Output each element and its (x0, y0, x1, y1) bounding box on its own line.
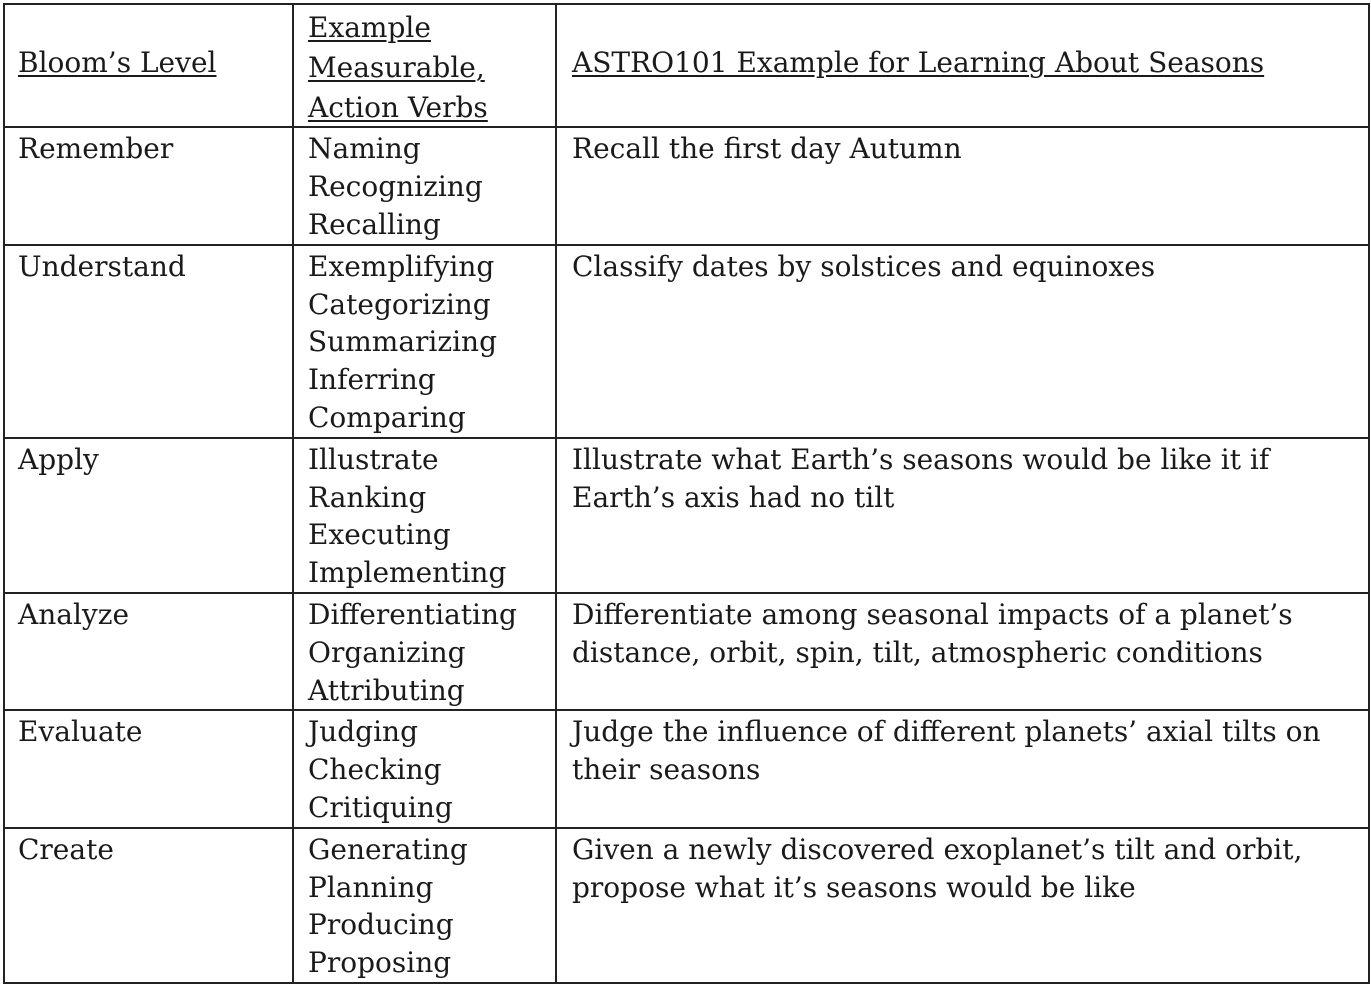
verb: Comparing (308, 400, 466, 434)
verbs-cell (293, 245, 556, 438)
header-verbs-line: Measurable, (308, 50, 485, 84)
level-cell: Create (4, 828, 293, 983)
header-blooms-level: Bloom’s Level (4, 4, 293, 127)
verb: Generating (308, 832, 468, 866)
verb: Planning (308, 870, 434, 904)
verb: Naming (308, 132, 421, 166)
verb: Recalling (308, 207, 441, 241)
table-header-row (4, 4, 1369, 127)
verbs-cell (293, 127, 556, 244)
verb: Checking (308, 753, 442, 787)
verb: Proposing (308, 946, 452, 980)
verb: Ranking (308, 480, 427, 514)
example-cell: Recall the first day Autumn (556, 127, 1369, 244)
table-row (4, 593, 1369, 710)
verb: Recognizing (308, 170, 483, 204)
level-cell: Apply (4, 438, 293, 593)
verb: Judging (308, 715, 419, 749)
verb: Producing (308, 908, 454, 942)
verb: Organizing (308, 635, 466, 669)
example-cell: Judge the influence of different planets’ axial tilts on their seasons (556, 710, 1369, 827)
example-cell: Given a newly discovered exoplanet’s tilt and orbit, propose what it’s seasons would be like (556, 828, 1369, 983)
verb: Exemplifying (308, 249, 495, 283)
example-cell: Illustrate what Earth’s seasons would be like it if Earth’s axis had no tilt (556, 438, 1369, 593)
table-row (4, 438, 1369, 593)
verb: Summarizing (308, 325, 498, 359)
blooms-taxonomy-table (3, 3, 1370, 984)
level-cell: Remember (4, 127, 293, 244)
header-verbs-line: Action Verbs (308, 90, 488, 124)
level-cell: Understand (4, 245, 293, 438)
table-row (4, 127, 1369, 244)
header-action-verbs (293, 4, 556, 127)
table-row (4, 245, 1369, 438)
verb: Attributing (308, 673, 465, 707)
verbs-cell (293, 593, 556, 710)
example-cell: Classify dates by solstices and equinoxes (556, 245, 1369, 438)
level-cell: Evaluate (4, 710, 293, 827)
verbs-cell (293, 438, 556, 593)
verbs-cell (293, 828, 556, 983)
verb: Differentiating (308, 597, 517, 631)
verb: Executing (308, 518, 451, 552)
verb: Inferring (308, 363, 436, 397)
verbs-cell (293, 710, 556, 827)
verb: Implementing (308, 556, 507, 590)
table-row (4, 828, 1369, 983)
verb: Critiquing (308, 790, 453, 824)
header-verbs-line: Example (308, 11, 431, 44)
level-cell: Analyze (4, 593, 293, 710)
verb: Categorizing (308, 287, 491, 321)
header-astro101-example: ASTRO101 Example for Learning About Seasons (556, 4, 1369, 127)
table-row (4, 710, 1369, 827)
verb: Illustrate (308, 442, 439, 476)
example-cell: Differentiate among seasonal impacts of a planet’s distance, orbit, spin, tilt, atmospheric conditions (556, 593, 1369, 710)
